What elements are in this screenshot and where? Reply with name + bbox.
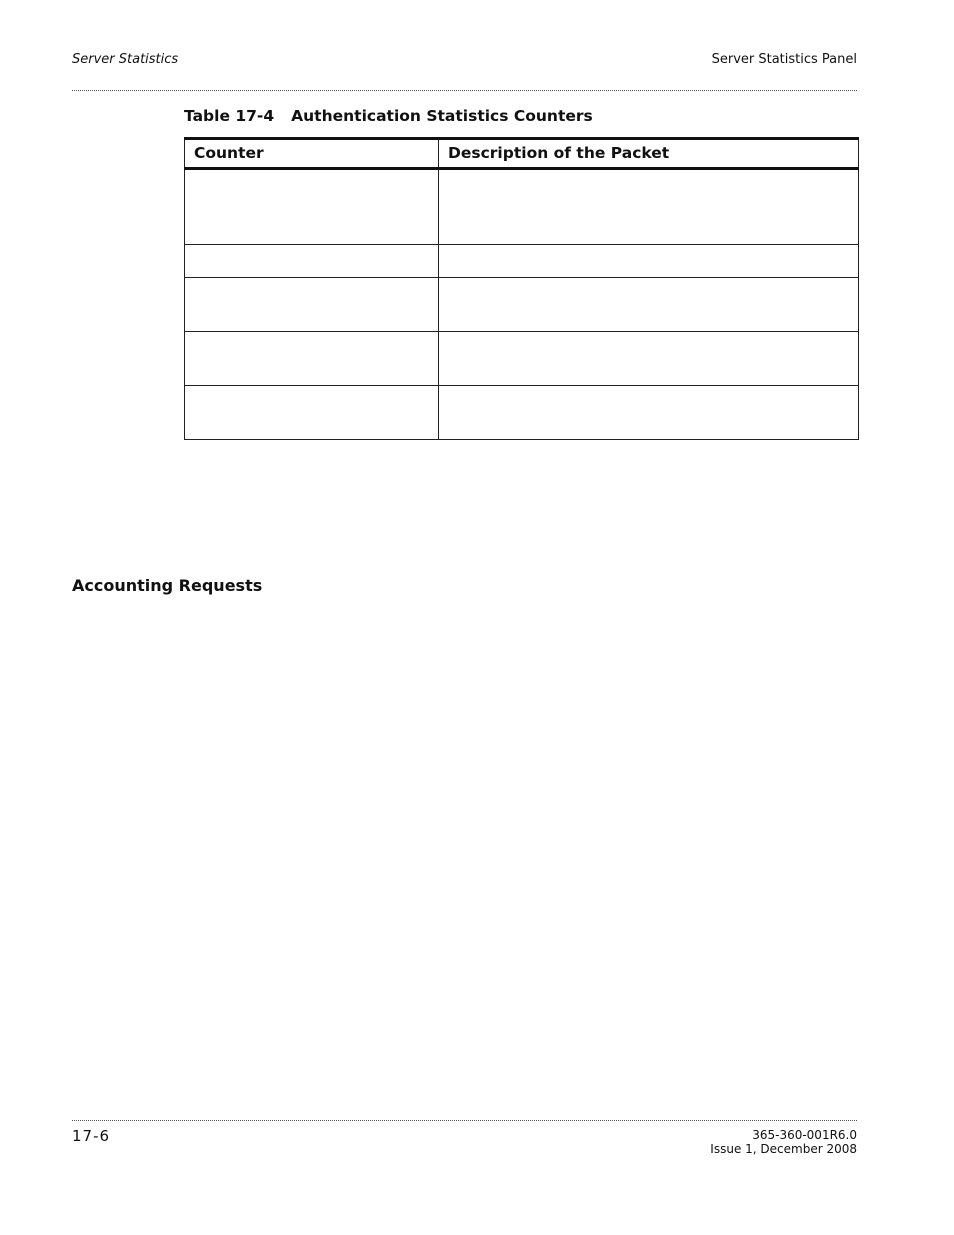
counter-cell [185,278,439,332]
counter-cell [185,245,439,278]
counter-cell [185,332,439,386]
column-header-description: Description of the Packet [439,139,859,169]
page-number: 17-6 [72,1127,111,1145]
table-row [185,332,859,386]
description-cell [439,169,859,245]
table-caption [184,107,593,125]
footer-divider [72,1120,857,1121]
description-cell [439,332,859,386]
table-row [185,169,859,245]
counter-cell [185,386,439,440]
description-cell [439,278,859,332]
document-number: 365-360-001R6.0 [752,1128,857,1142]
column-header-counter: Counter [185,139,439,169]
issue-date: Issue 1, December 2008 [710,1142,857,1156]
table-header-row [185,139,859,169]
document-identifier [710,1128,857,1156]
table-number: Table 17-4 [184,107,275,125]
running-header-section: Server Statistics Panel [711,52,857,67]
table-row [185,386,859,440]
description-cell [439,245,859,278]
counter-cell [185,169,439,245]
table-title: Authentication Statistics Counters [291,107,593,125]
table-row [185,278,859,332]
description-cell [439,386,859,440]
running-header-chapter: Server Statistics [72,52,179,67]
header-divider [72,90,857,91]
section-heading: Accounting Requests [72,576,263,595]
table-row [185,245,859,278]
authentication-statistics-table [184,137,859,440]
